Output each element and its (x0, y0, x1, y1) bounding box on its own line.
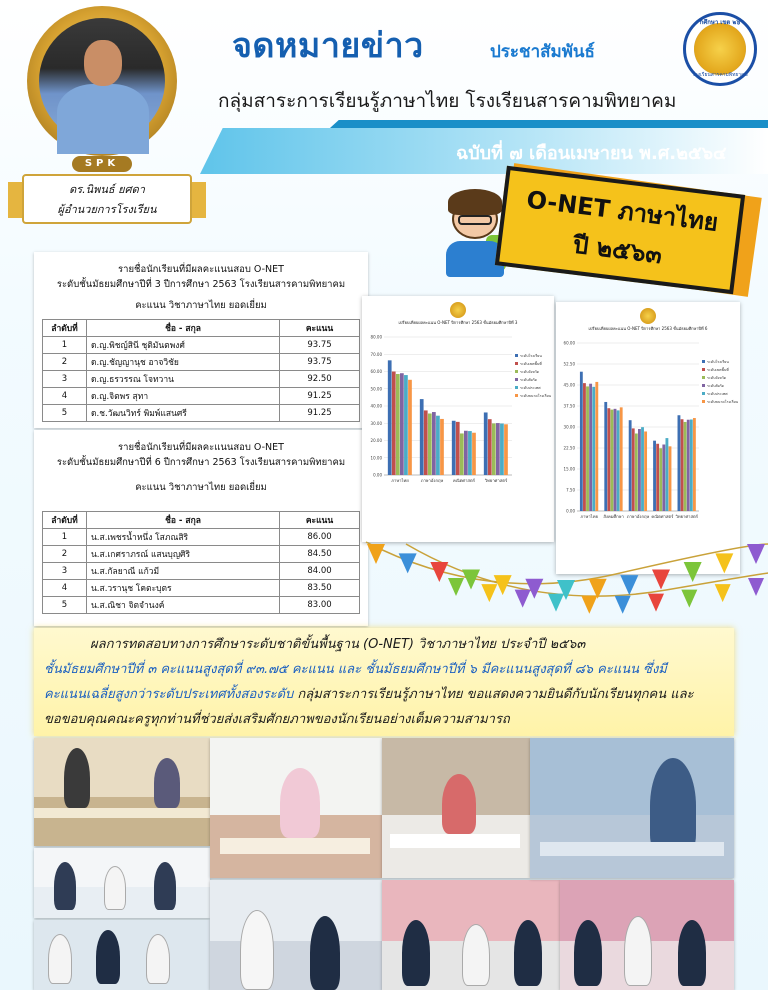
director-photo (39, 18, 165, 144)
legend-label: ระดับสังกัด (520, 378, 537, 382)
bar (452, 421, 456, 475)
bunting-flag (525, 579, 543, 599)
legend-swatch (515, 370, 518, 373)
bar (500, 424, 504, 475)
bar (496, 423, 500, 475)
bar (420, 399, 424, 475)
cell-name: น.ส.วรานุช โคตะบุตร (87, 580, 280, 597)
bunting-flag (681, 590, 697, 608)
x-tick-label: คณิตศาสตร์ (651, 514, 674, 519)
legend-label: ระดับประเทศ (520, 386, 541, 390)
bunting-flag (367, 544, 385, 564)
photo-students-desks (34, 920, 210, 990)
bar (644, 431, 647, 511)
legend-swatch (515, 378, 518, 381)
bar (690, 419, 693, 511)
cell-score: 84.00 (280, 563, 360, 580)
director-position: ผู้อำนวยการโรงเรียน (57, 203, 157, 216)
table-row (43, 563, 360, 580)
bunting-flag (648, 594, 664, 612)
bar-chart-m3 (370, 329, 552, 499)
table-row (43, 546, 360, 563)
bar (614, 409, 617, 511)
cell-name: ด.ญ.จิตพร สุทา (87, 388, 280, 405)
bunting-flag (748, 578, 764, 596)
school-logo (683, 12, 757, 86)
bunting-flag (715, 553, 733, 573)
bar (611, 410, 614, 511)
photo-students-library (382, 880, 560, 990)
bunting-flag (715, 584, 731, 602)
bar (669, 446, 672, 511)
y-tick-label: 30.00 (370, 420, 382, 426)
cell-name: น.ส.เพชรน้ำหนึ่ง โสภณสิริ (87, 529, 280, 546)
bar (400, 373, 404, 475)
score-table (42, 319, 360, 422)
cell-rank: 4 (43, 580, 87, 597)
y-tick-label: 15.00 (563, 466, 575, 472)
director-name-plate (22, 174, 192, 224)
legend-swatch (702, 400, 705, 403)
bar (468, 431, 472, 475)
cell-rank: 3 (43, 371, 87, 388)
legend-swatch (702, 384, 705, 387)
bar (392, 372, 396, 475)
kid-glasses (458, 215, 492, 225)
onet-badge (495, 166, 745, 295)
bunting-flag (581, 596, 597, 614)
legend-swatch (702, 368, 705, 371)
bar (620, 407, 623, 511)
table-level: ระดับชั้นมัธยมศึกษาปีที่ 6 ปีการศึกษา 2563 โรงเรียนสารคามพิทยาคม (56, 457, 346, 468)
cell-score: 86.00 (280, 529, 360, 546)
bar (665, 438, 668, 511)
cell-score: 84.50 (280, 546, 360, 563)
bunting-flag (448, 578, 464, 596)
y-tick-label: 0.00 (373, 472, 382, 478)
y-tick-label: 37.50 (563, 403, 575, 409)
photo-students-group (560, 880, 734, 990)
table-row (43, 388, 360, 405)
bar (580, 372, 583, 511)
table-subject: คะแนน วิชาภาษาไทย ยอดเยี่ยม (135, 300, 267, 311)
cell-name: น.ส.เกศราภรณ์ แสนบุญศิริ (87, 546, 280, 563)
bar (635, 433, 638, 511)
bar (472, 433, 476, 475)
photo-classroom-students (210, 880, 382, 990)
table-row (43, 371, 360, 388)
y-tick-label: 60.00 (563, 340, 575, 346)
cell-name: ด.ญ.ธรวรรณ โจทวาน (87, 371, 280, 388)
director-portrait (27, 6, 177, 171)
y-tick-label: 10.00 (370, 455, 382, 461)
score-table (42, 511, 360, 614)
portrait-body (57, 84, 149, 154)
score-table-card-m6 (34, 430, 368, 626)
bar (592, 387, 595, 511)
x-tick-label: ภาษาอังกฤษ (420, 478, 444, 483)
x-tick-label: สังคมศึกษา (603, 514, 624, 519)
bar (464, 431, 468, 475)
cell-rank: 3 (43, 563, 87, 580)
table-row (43, 337, 360, 354)
cell-name: ด.ญ.พิชญ์สินี ชุติมันตพงศ์ (87, 337, 280, 354)
bar (638, 429, 641, 511)
bunting-flag (747, 544, 765, 564)
cell-score: 83.00 (280, 597, 360, 614)
y-tick-label: 40.00 (370, 403, 382, 409)
score-table-card-m3 (34, 252, 368, 428)
bar (656, 444, 659, 511)
x-tick-label: วิทยาศาสตร์ (675, 514, 699, 519)
y-tick-label: 7.50 (566, 487, 575, 493)
onet-badge-year: ปี ๒๕๖๓ (571, 230, 664, 270)
legend-label: ระดับประเทศ (707, 392, 728, 396)
bar (586, 386, 589, 511)
chart-title: เปรียบเทียบผลคะแนน O-NET ปีการศึกษา 2563 ชั้นมัธยมศึกษาปีที่ 6 (588, 326, 708, 331)
cell-rank: 4 (43, 388, 87, 405)
announcement-line-3-rest: กลุ่มสาระการเรียนรู้ภาษาไทย ขอแสดงความยินดีกับนักเรียนทุกคน และ (293, 687, 694, 702)
x-tick-label: วิทยาศาสตร์ (484, 478, 508, 483)
y-tick-label: 45.00 (563, 382, 575, 388)
photo-teacher-desk (210, 738, 382, 878)
y-tick-label: 0.00 (566, 508, 575, 514)
bar (424, 410, 428, 475)
bar (589, 384, 592, 511)
logo-emblem-icon (694, 23, 746, 75)
y-tick-label: 50.00 (370, 386, 382, 392)
portrait-face (84, 40, 122, 86)
chart-title: เปรียบเทียบผลคะแนน O-NET ปีการศึกษา 2563 ชั้นมัธยมศึกษาปีที่ 3 (398, 320, 518, 325)
bar (607, 408, 610, 511)
legend-label: ระดับสังกัด (707, 384, 724, 388)
cell-rank: 5 (43, 405, 87, 422)
bar (488, 419, 492, 475)
announcement-line-3 (44, 682, 724, 707)
bar (641, 427, 644, 511)
bunting-flag (481, 584, 497, 602)
table-header-row (43, 512, 360, 529)
bar (662, 445, 665, 512)
bar (428, 413, 432, 475)
legend-label: ระดับจังหวัด (520, 370, 540, 374)
bunting-flag (515, 590, 531, 608)
cell-rank: 2 (43, 354, 87, 371)
cell-name: น.ส.ณิชา จิตจำนงค์ (87, 597, 280, 614)
onet-badge-title: O-NET ภาษาไทย (525, 185, 720, 237)
bunting-flag (548, 594, 564, 612)
bar (432, 412, 436, 475)
newsletter-title-sub: ประชาสัมพันธ์ (490, 42, 595, 62)
legend-swatch (515, 362, 518, 365)
col-header-rank: ลำดับที่ (43, 512, 87, 529)
y-tick-label: 60.00 (370, 369, 382, 374)
table-title: รายชื่อนักเรียนที่มีผลคะแนนสอบ O-NET (118, 442, 284, 453)
bar (436, 416, 440, 475)
bar (617, 410, 620, 511)
table-level: ระดับชั้นมัธยมศึกษาปีที่ 3 ปีการศึกษา 2563 โรงเรียนสารคามพิทยาคม (56, 279, 346, 290)
announcement-line-2: ชั้นมัธยมศึกษาปีที่ ๓ คะแนนสูงสุดที่ ๙๓.๗๕ คะแนน และ ชั้นมัธยมศึกษาปีที่ ๖ มีคะแนนสูงสุดที่ ๘๖ คะแนน ซึ่งมี (44, 662, 667, 677)
y-tick-label: 22.50 (563, 445, 575, 451)
issue-number: ฉบับที่ ๗ เดือนเมษายน พ.ศ.๒๕๖๔ (456, 143, 727, 164)
bar (604, 402, 607, 511)
cell-score: 91.25 (280, 405, 360, 422)
y-tick-label: 70.00 (370, 351, 382, 357)
bar (687, 420, 690, 511)
cell-score: 83.50 (280, 580, 360, 597)
announcement-highlight: คะแนนเฉลี่ยสูงกว่าระดับประเทศทั้งสองระดับ (44, 687, 294, 702)
col-header-score: คะแนน (280, 320, 360, 337)
cell-rank: 1 (43, 529, 87, 546)
announcement-box (34, 628, 734, 736)
cell-score: 91.25 (280, 388, 360, 405)
y-tick-label: 30.00 (563, 424, 575, 430)
x-tick-label: ภาษาอังกฤษ (626, 514, 650, 519)
table-row (43, 405, 360, 422)
announcement-line-4: ขอขอบคุณคณะครูทุกท่านที่ช่วยส่งเสริมศักยภาพของนักเรียนอย่างเต็มความสามารถ (44, 712, 510, 727)
legend-swatch (702, 360, 705, 363)
bar (659, 448, 662, 511)
x-tick-label: คณิตศาสตร์ (453, 478, 475, 483)
table-subject: คะแนน วิชาภาษาไทย ยอดเยี่ยม (135, 482, 267, 493)
header-accent-stripe (330, 120, 768, 128)
legend-label: ระดับขนาดโรงเรียน (707, 400, 739, 404)
cell-name: ด.ช.วัฒนวิทร์ พิมพ์แสนศรี (87, 405, 280, 422)
cell-name: ด.ญ.ชัญญานุช อาจวิชัย (87, 354, 280, 371)
bar (504, 424, 508, 475)
legend-label: ระดับเขตพื้นที่ (520, 362, 542, 366)
cell-rank: 5 (43, 597, 87, 614)
bar (678, 415, 681, 511)
col-header-rank: ลำดับที่ (43, 320, 87, 337)
bunting-flag (684, 562, 702, 582)
cell-rank: 2 (43, 546, 87, 563)
table-header-row (43, 320, 360, 337)
x-tick-label: ภาษาไทย (391, 478, 409, 483)
legend-swatch (515, 386, 518, 389)
bar (629, 420, 632, 511)
y-tick-label: 52.50 (563, 361, 575, 367)
bar (456, 422, 460, 475)
party-bunting-icon (366, 534, 768, 624)
bar (408, 380, 412, 475)
announcement-line-1: ผลการทดสอบทางการศึกษาระดับชาติขั้นพื้นฐาน (O-NET) วิชาภาษาไทย ประจำปี ๒๕๖๓ (90, 637, 586, 652)
department-subtitle: กลุ่มสาระการเรียนรู้ภาษาไทย โรงเรียนสารคามพิทยาคม (218, 90, 677, 112)
photo-library-meeting (382, 738, 530, 878)
legend-label: ระดับโรงเรียน (707, 360, 729, 364)
spk-badge: SPK (72, 156, 132, 172)
legend-label: ระดับขนาดโรงเรียน (520, 394, 552, 398)
bar (632, 428, 635, 511)
table-row (43, 529, 360, 546)
x-tick-label: ภาษาไทย (580, 514, 598, 519)
bar (492, 423, 496, 475)
legend-swatch (515, 394, 518, 397)
cell-name: น.ส.กัลยาณี แก้วมี (87, 563, 280, 580)
cell-rank: 1 (43, 337, 87, 354)
newsletter-title: จดหมายข่าว (232, 26, 424, 66)
col-header-name: ชื่อ - สกุล (87, 320, 280, 337)
bar (404, 375, 408, 475)
photo-teacher-computer (530, 738, 734, 878)
bar (396, 374, 400, 475)
director-name: ดร.นิพนธ์ ยศดา (69, 183, 145, 196)
bar (484, 412, 488, 475)
cell-score: 93.75 (280, 354, 360, 371)
bar (460, 433, 464, 475)
logo-top-text: กศึกษา เขต ๒๖ (699, 19, 741, 26)
bar (440, 419, 444, 475)
legend-label: ระดับเขตพื้นที่ (707, 368, 729, 372)
bar (653, 441, 656, 511)
mini-logo-icon (640, 308, 656, 324)
table-title: รายชื่อนักเรียนที่มีผลคะแนนสอบ O-NET (118, 264, 284, 275)
table-row (43, 580, 360, 597)
bar (388, 360, 392, 475)
legend-swatch (702, 376, 705, 379)
table-row (43, 597, 360, 614)
legend-swatch (702, 392, 705, 395)
col-header-name: ชื่อ - สกุล (87, 512, 280, 529)
legend-label: ระดับจังหวัด (707, 376, 727, 380)
legend-swatch (515, 354, 518, 357)
bunting-flag (652, 569, 670, 589)
photo-students-hall (34, 848, 210, 918)
logo-bottom-text: โรงเรียนสารคามพิทยาคม (692, 72, 748, 78)
cell-score: 93.75 (280, 337, 360, 354)
photo-teacher-class (34, 738, 210, 846)
bar (583, 383, 586, 511)
bar (681, 419, 684, 511)
bar-chart-m6 (563, 335, 739, 535)
legend-label: ระดับโรงเรียน (520, 354, 542, 358)
bunting-flag (620, 575, 638, 595)
y-tick-label: 80.00 (370, 334, 382, 340)
bar (595, 382, 598, 511)
y-tick-label: 20.00 (370, 438, 382, 443)
kid-hair (448, 189, 502, 215)
onet-chart-card-m3 (362, 296, 554, 542)
bunting-flag (615, 596, 631, 614)
mini-logo-icon (450, 302, 466, 318)
cell-score: 92.50 (280, 371, 360, 388)
bar (684, 422, 687, 511)
col-header-score: คะแนน (280, 512, 360, 529)
table-row (43, 354, 360, 371)
bar (693, 418, 696, 511)
